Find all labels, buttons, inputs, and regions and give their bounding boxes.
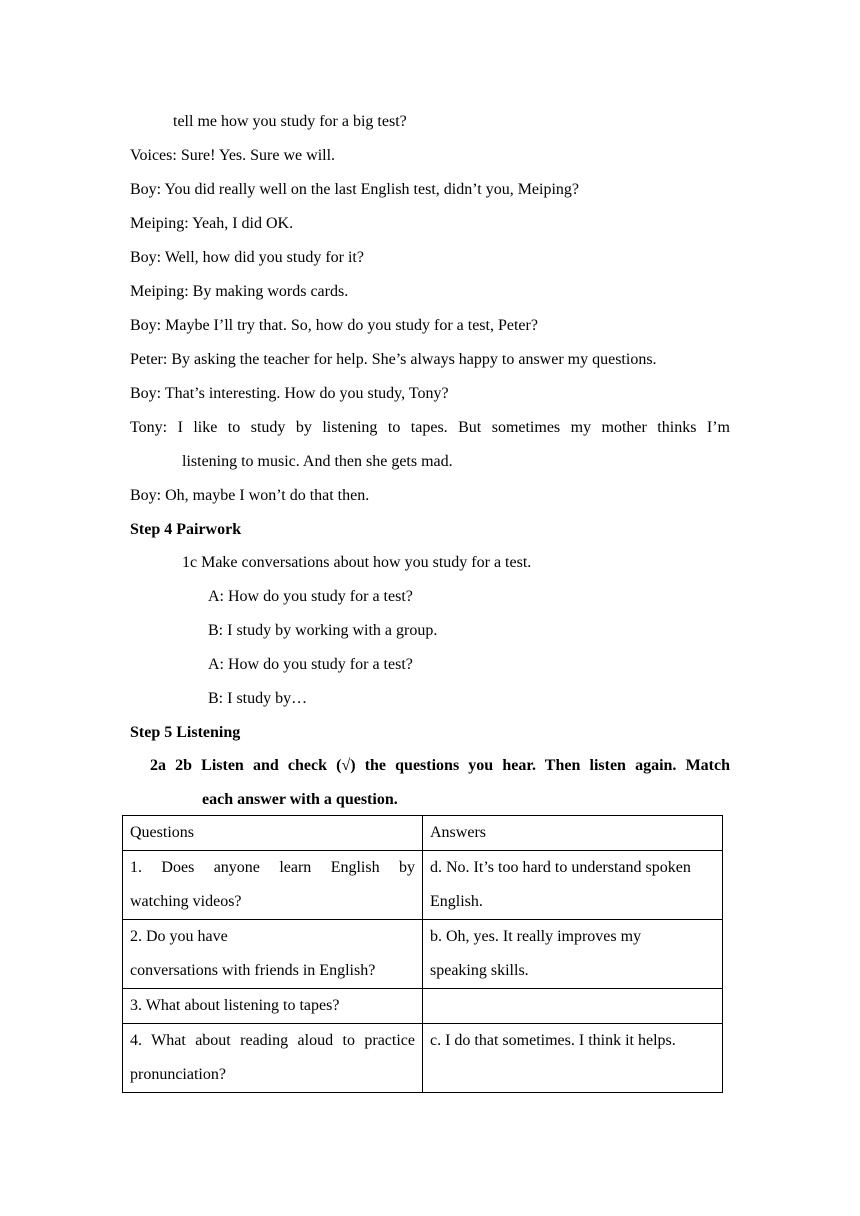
question-cell [123,851,423,920]
step5-instruction: 2a 2b Listen and check (√) the questions you hear. Then listen again. Match [150,757,730,774]
answer-text-cont: English. [430,893,483,910]
question-cell [123,1024,423,1093]
dialogue-line: listening to music. And then she gets mad. [182,453,453,470]
step4-example-line: B: I study by working with a group. [208,622,438,639]
question-text-cont: pronunciation? [130,1066,226,1083]
question-text-cont: watching videos? [130,893,242,910]
question-text: 4. What about reading aloud to practice [130,1032,415,1049]
answer-text: c. I do that sometimes. I think it helps. [430,1032,676,1049]
step4-example-line: B: I study by… [208,690,308,707]
answer-cell [423,1024,723,1093]
dialogue-line: Peter: By asking the teacher for help. She’s always happy to answer my questions. [130,351,657,368]
header-answers: Answers [423,816,723,851]
table-row [123,851,723,920]
answer-text-cont: speaking skills. [430,962,529,979]
dialogue-line: Meiping: Yeah, I did OK. [130,215,294,232]
dialogue-line: Boy: That’s interesting. How do you study, Tony? [130,385,449,402]
answer-text: d. No. It’s too hard to understand spoken [430,859,691,876]
answer-cell [423,851,723,920]
question-text-cont: conversations with friends in English? [130,962,376,979]
answer-cell [423,989,723,1024]
questions-answers-table [122,815,723,1093]
question-cell [123,920,423,989]
dialogue-line: Boy: Well, how did you study for it? [130,249,364,266]
step5-heading: Step 5 Listening [130,724,241,741]
question-text: 1. Does anyone learn English by [130,859,415,876]
question-text: 2. Do you have [130,928,228,945]
answer-text: b. Oh, yes. It really improves my [430,928,642,945]
table-row [123,1024,723,1093]
question-cell [123,989,423,1024]
answer-cell [423,920,723,989]
dialogue-line: Meiping: By making words cards. [130,283,349,300]
dialogue-line: Boy: You did really well on the last English test, didn’t you, Meiping? [130,181,580,198]
dialogue-line: Boy: Oh, maybe I won’t do that then. [130,487,370,504]
step4-heading: Step 4 Pairwork [130,521,242,538]
dialogue-line: Tony: I like to study by listening to tapes. But sometimes my mother thinks I’m [130,419,730,436]
table-header-row [123,816,723,851]
question-text: 3. What about listening to tapes? [130,997,340,1014]
step5-instruction-cont: each answer with a question. [202,791,398,808]
dialogue-line: Voices: Sure! Yes. Sure we will. [130,147,336,164]
table-row [123,920,723,989]
step4-instruction: 1c Make conversations about how you study for a test. [182,554,532,571]
header-questions: Questions [123,816,423,851]
step4-example-line: A: How do you study for a test? [208,656,413,673]
step4-example-line: A: How do you study for a test? [208,588,413,605]
dialogue-line: Boy: Maybe I’ll try that. So, how do you study for a test, Peter? [130,317,538,334]
table-row [123,989,723,1024]
dialogue-line: tell me how you study for a big test? [173,113,407,130]
